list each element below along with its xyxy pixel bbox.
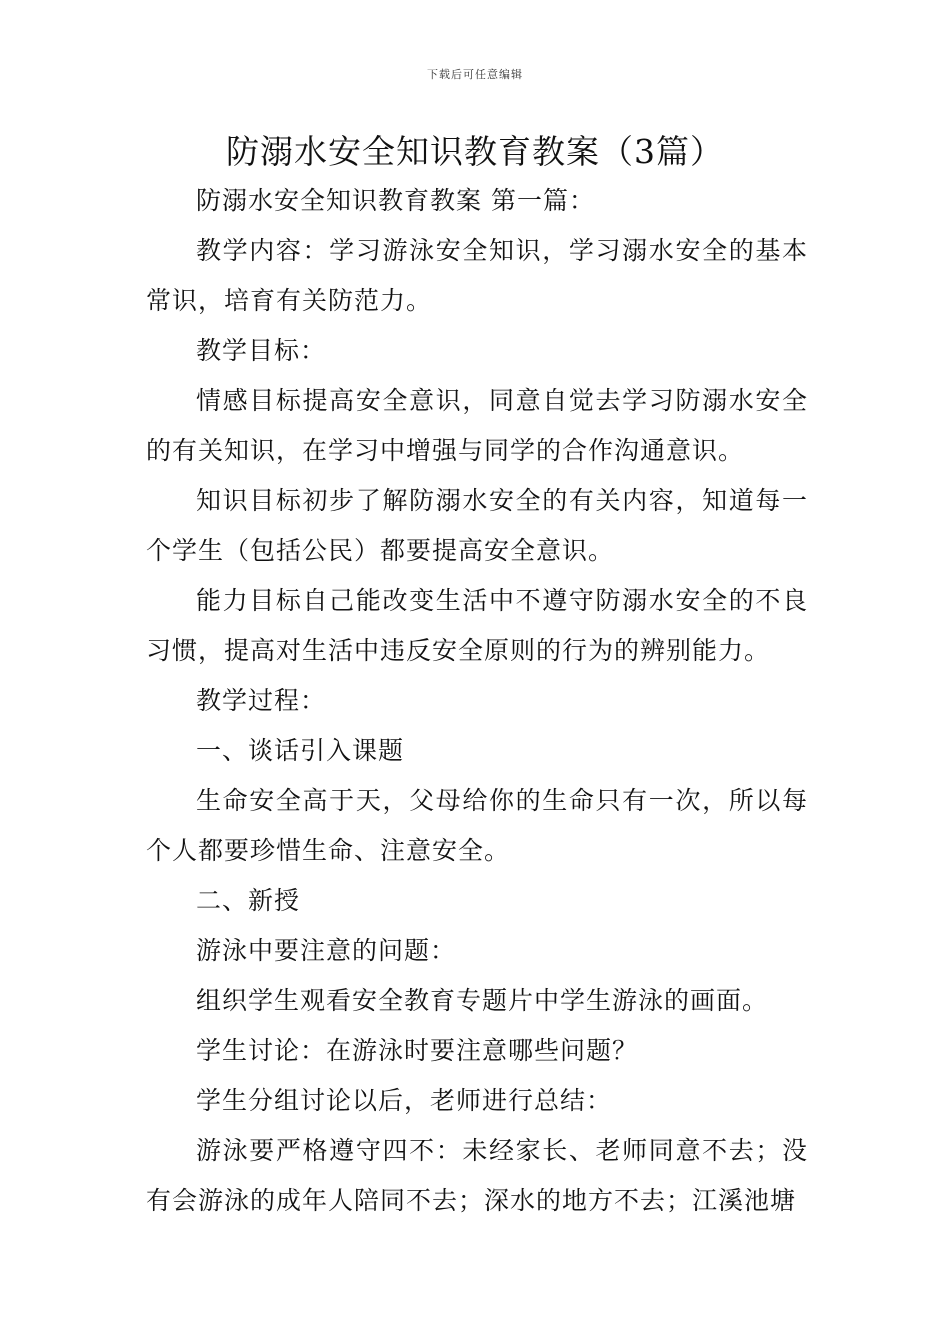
paragraph: 学生讨论：在游泳时要注意哪些问题？ [196, 1036, 639, 1065]
paragraph: 教学过程： [196, 686, 327, 715]
paragraph: 游泳要严格遵守四不：未经家长、老师同意不去；没有会游泳的成年人陪同不去；深水的地方不去；江溪池塘 [146, 1136, 808, 1215]
paragraph: 二、新授 [196, 886, 301, 915]
document-title: 防溺水安全知识教育教案（3篇） [226, 132, 724, 171]
paragraph: 游泳中要注意的问题： [196, 936, 457, 965]
paragraph: 生命安全高于天，父母给你的生命只有一次，所以每个人都要珍惜生命、注意安全。 [146, 786, 808, 865]
paragraph: 防溺水安全知识教育教案 第一篇： [196, 186, 595, 215]
paragraph: 教学内容：学习游泳安全知识，学习溺水安全的基本常识，培育有关防范力。 [146, 236, 808, 315]
document-body [146, 176, 808, 1226]
paragraph: 教学目标： [196, 336, 327, 365]
paragraph: 知识目标初步了解防溺水安全的有关内容，知道每一个学生（包括公民）都要提高安全意识。 [146, 486, 808, 565]
header-note: 下载后可任意编辑 [427, 68, 523, 81]
paragraph: 一、谈话引入课题 [196, 736, 405, 765]
paragraph: 情感目标提高安全意识，同意自觉去学习防溺水安全的有关知识，在学习中增强与同学的合作沟通意识。 [146, 386, 808, 465]
paragraph: 能力目标自己能改变生活中不遵守防溺水安全的不良习惯，提高对生活中违反安全原则的行为的辨别能力。 [146, 586, 808, 665]
paragraph: 学生分组讨论以后，老师进行总结： [196, 1086, 613, 1115]
paragraph: 组织学生观看安全教育专题片中学生游泳的画面。 [196, 986, 769, 1015]
